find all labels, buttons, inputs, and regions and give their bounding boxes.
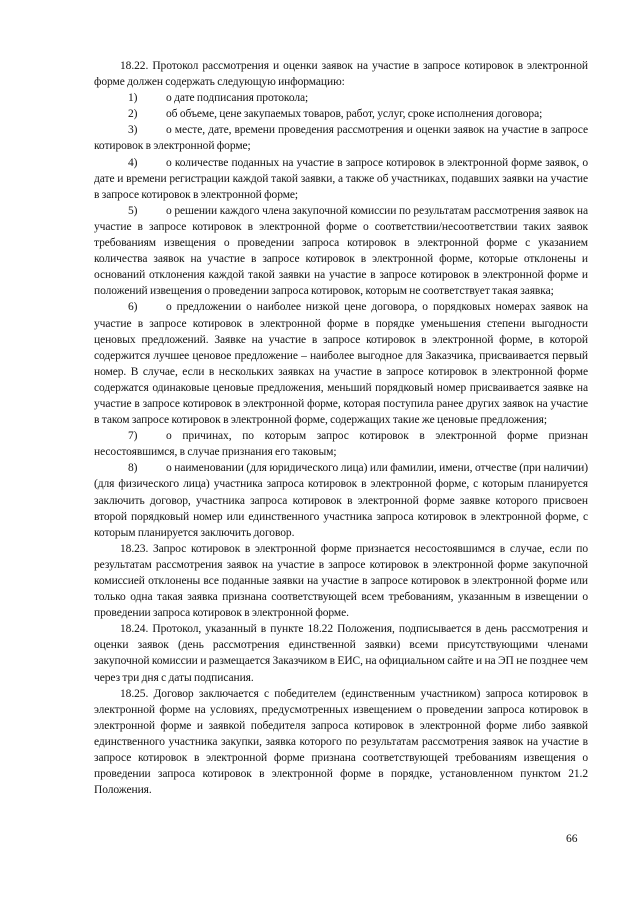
list-item-7 (94, 428, 588, 460)
list-item-text: о решении каждого члена закупочной комиссии по результатам рассмотрения заявок на участие в запросе котировок в электронной форме о соответствии/несоответствии таких заявок требованиям извещения о проведении запроса котировок в электронной форме с указанием количества заявок на участие в запросе котировок в электронной форме, которые отклонены и оснований отклонения каждой такой заявки на участие в запросе котировок в электронной форме и положений извещения о проведении запроса котировок, которым не соответствует такая заявка; (94, 204, 588, 298)
list-item-3 (94, 122, 588, 154)
list-item-4 (94, 155, 588, 203)
list-item-text: о дате подписания протокола; (166, 92, 309, 105)
list-item-number: 8) (128, 462, 138, 475)
paragraph-18-24: 18.24. Протокол, указанный в пункте 18.22 Положения, подписывается в день рассмотрения и оценки заявок (день рассмотрения единственной заявки) всеми присутствующими членами закупочной комиссии и размещается Заказчиком в ЕИС, на официальном сайте и на ЭП не позднее чем через три дня с даты подписания. (94, 623, 588, 684)
list-item-number: 2) (128, 108, 138, 121)
list-item-number: 3) (128, 124, 138, 137)
list-item-text: об объеме, цене закупаемых товаров, работ, услуг, сроке исполнения договора; (166, 108, 543, 121)
list-item-number: 6) (128, 301, 138, 314)
list-item-5 (94, 203, 588, 300)
list-item-number: 4) (128, 156, 138, 169)
list-item-6 (94, 299, 588, 428)
list-item-text: о причинах, по которым запрос котировок в электронной форме признан несостоявшимся, в случае признания его таковым; (94, 430, 588, 459)
paragraph-18-22: 18.22. Протокол рассмотрения и оценки заявок на участие в запросе котировок в электронной форме должен содержать следующую информацию: (94, 60, 588, 89)
list-item-number: 7) (128, 430, 138, 443)
list-item-text: о месте, дате, времени проведения рассмотрения и оценки заявок на участие в запросе котировок в электронной форме; (94, 124, 588, 153)
document-body (94, 58, 588, 798)
list-item-number: 5) (128, 204, 138, 217)
list-item-number: 1) (128, 92, 138, 105)
paragraph-18-25: 18.25. Договор заключается с победителем (единственным участником) запроса котировок в электронной форме на условиях, предусмотренных извещением о проведении запроса котировок в электронной форме и заявкой победителя запроса котировок в электронной форме либо заявкой единственного участника закупки, заявка которого по результатам рассмотрения заявок на участие в запросе котировок в электронной форме признана соответствующей требованиям извещения о проведении запроса котировок в электронной форме в порядке, установленном пунктом 21.2 Положения. (94, 687, 588, 797)
list-item-1 (94, 90, 588, 106)
paragraph-18-23: 18.23. Запрос котировок в электронной форме признается несостоявшимся в случае, если по результатам рассмотрения заявок на участие в запросе котировок в электронной форме закупочной комиссией отклонены все поданные заявки на участие в запросе котировок в электронной форме или только одна такая заявка признана соответствующей всем требованиям, указанным в извещении о проведении запроса котировок в электронной форме. (94, 542, 588, 620)
list-item-text: о наименовании (для юридического лица) или фамилии, имени, отчестве (при наличии) (для физического лица) участника запроса котировок в электронной форме, с которым планируется заключить договор, участника запроса котировок в электронной форме заявке которого присвоен второй порядковый номер или единственного участника запроса котировок в электронной форме, с которым планируется заключить договор. (94, 462, 588, 539)
list-item-2 (94, 106, 588, 122)
list-item-8 (94, 460, 588, 540)
page-number: 66 (566, 833, 578, 845)
list-item-text: о предложении о наиболее низкой цене договора, о порядковых номерах заявок на участие в запросе котировок в электронной форме в порядке уменьшения степени выгодности ценовых предложений. Заявке на участие в запросе котировок в электронной форме, в которой содержится лучшее ценовое предложение – наиболее выгодное для Заказчика, присваивается первый номер. В случае, если в нескольких заявках на участие в запросе котировок в электронной форме содержатся одинаковые ценовые предложения, меньший порядковый номер присваивается заявке на участие в запросе котировок в электронной форме, которая поступила ранее других заявок на участие в таком запросе котировок в электронной форме, содержащих такие же ценовые предложения; (94, 301, 588, 427)
list-item-text: о количестве поданных на участие в запросе котировок в электронной форме заявок, о дате и времени регистрации каждой такой заявки, а также об участниках, подавших заявки на участие в запросе котировок в электронной форме; (94, 156, 588, 201)
